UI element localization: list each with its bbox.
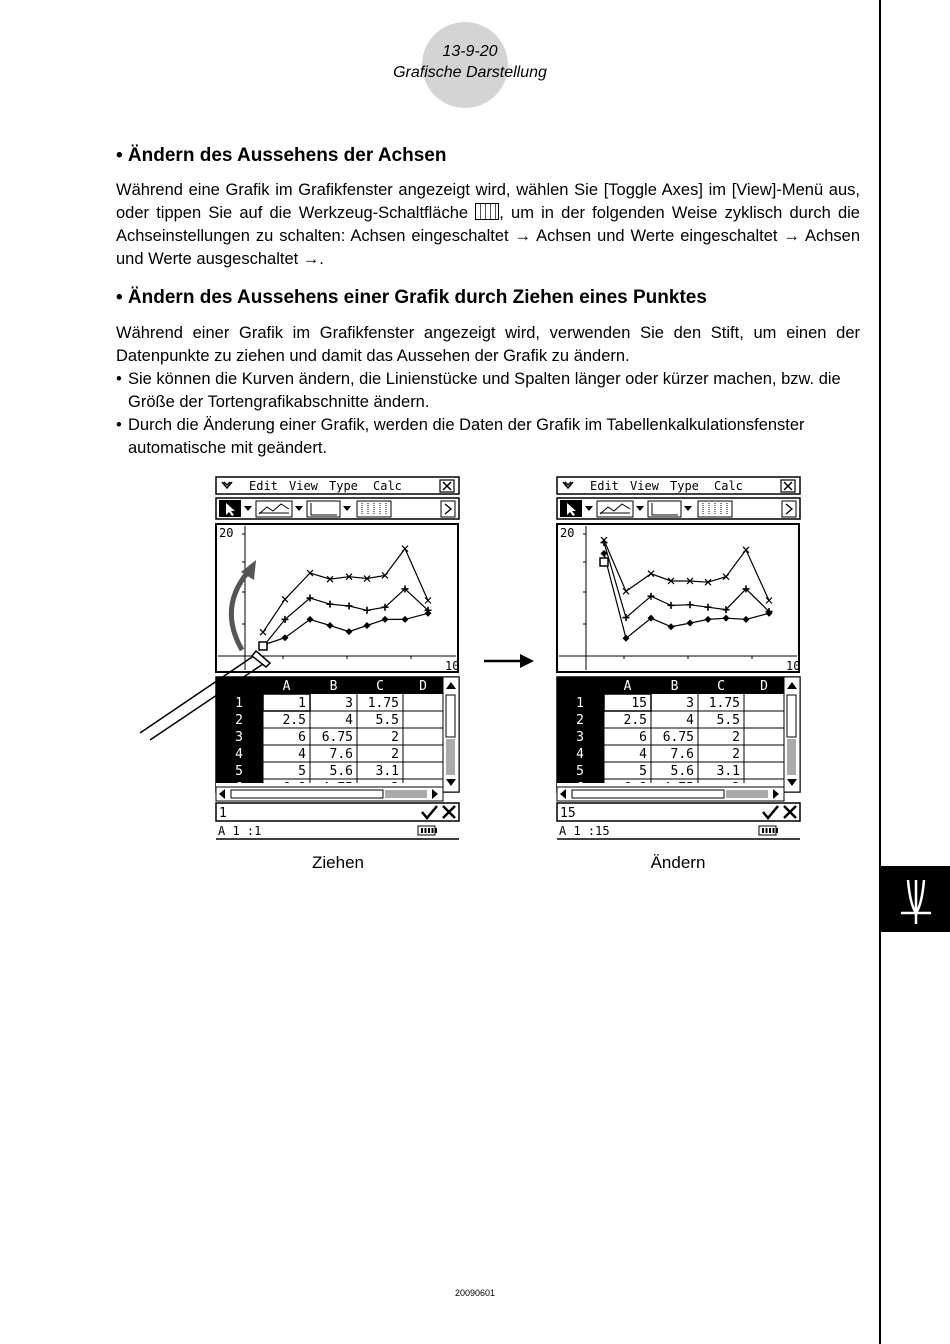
- scroll-track: [446, 739, 455, 775]
- x-tick-label: 10: [786, 659, 801, 673]
- line-graph-button[interactable]: [256, 501, 292, 517]
- menu-item-calc[interactable]: Calc: [714, 479, 743, 493]
- screen-changed: [556, 476, 801, 844]
- table-cell[interactable]: 7.6: [670, 747, 694, 762]
- table-cell[interactable]: 6.75: [321, 730, 353, 745]
- table-cell[interactable]: 2: [732, 730, 740, 745]
- section1-text-a: Während eine Grafik im Grafikfenster angezeigt wird, wählen Sie [Toggle Axes] im [View]-Menü aus, oder tippen Sie auf die Werkzeug-Schaltfläche: [116, 181, 860, 222]
- section1-paragraph: [116, 179, 860, 271]
- row-header[interactable]: 1: [576, 696, 584, 711]
- section2-intro: Während einer Grafik im Grafikfenster angezeigt wird, verwenden Sie den Stift, um einen der Datenpunkte zu ziehen und damit das Aussehen der Grafik zu ändern.: [116, 324, 860, 365]
- column-header-b[interactable]: B: [329, 679, 338, 694]
- table-cell[interactable]: 3.1: [716, 764, 740, 779]
- table-cell[interactable]: 6.75: [662, 730, 694, 745]
- battery-tip: [435, 828, 437, 833]
- table-cell[interactable]: 3: [345, 696, 353, 711]
- graph-window: [557, 524, 799, 672]
- column-header-a[interactable]: A: [623, 679, 632, 694]
- status-text: A 1 :1: [218, 824, 262, 838]
- chapter-tab-icon: [881, 866, 950, 932]
- battery-bar: [428, 828, 430, 833]
- table-cell[interactable]: 2.5: [623, 713, 647, 728]
- toggle-axes-icon: [475, 203, 499, 220]
- section2-body: [116, 322, 860, 460]
- table-cell[interactable]: 4: [639, 747, 647, 762]
- row-header[interactable]: 2: [576, 713, 584, 728]
- battery-bar: [769, 828, 771, 833]
- scroll-track: [787, 739, 796, 775]
- table-cell[interactable]: 1.75: [708, 696, 740, 711]
- scroll-right-button[interactable]: [782, 501, 796, 517]
- stylus-overlay: [130, 550, 280, 750]
- bullet-text: Sie können die Kurven ändern, die Linienstücke und Spalten länger oder kürzer machen, bzw. die Größe der Tortengrafikabschnitte ändern.: [128, 370, 841, 411]
- chapter-tab: [881, 866, 950, 932]
- row-header[interactable]: 3: [235, 730, 243, 745]
- table-cell[interactable]: 6: [298, 730, 306, 745]
- caption-right: Ändern: [650, 853, 706, 872]
- menu-item-edit[interactable]: Edit: [590, 479, 619, 493]
- table-cell[interactable]: 5.6: [329, 764, 353, 779]
- row-header[interactable]: 5: [235, 764, 243, 779]
- bullet-text: Durch die Änderung einer Grafik, werden die Daten der Grafik im Tabellenkalkulationsfenster automatische mit geändert.: [128, 416, 805, 457]
- table-cell[interactable]: 5.6: [670, 764, 694, 779]
- page-number: 13-9-20: [442, 43, 498, 60]
- drag-arrow: [231, 560, 256, 650]
- menu-item-type[interactable]: Type: [670, 479, 699, 493]
- h-scroll-thumb[interactable]: [231, 790, 383, 798]
- table-cell[interactable]: 1.75: [367, 696, 399, 711]
- row-header[interactable]: 1: [235, 696, 243, 711]
- y-tick-label: 20: [560, 526, 575, 540]
- scroll-right-button[interactable]: [441, 501, 455, 517]
- row-header[interactable]: 5: [576, 764, 584, 779]
- table-cell[interactable]: 5: [639, 764, 647, 779]
- menu-item-calc[interactable]: Calc: [373, 479, 402, 493]
- status-text: A 1 :15: [559, 824, 610, 838]
- table-cell[interactable]: 7.6: [329, 747, 353, 762]
- h-scroll-thumb[interactable]: [572, 790, 724, 798]
- h-scroll-track: [726, 790, 768, 798]
- table-cell[interactable]: 3.1: [375, 764, 399, 779]
- table-cell[interactable]: 2.5: [282, 713, 306, 728]
- bullet-item: • Sie können die Kurven ändern, die Linienstücke und Spalten länger oder kürzer machen, bzw. die Größe der Tortengrafikabschnitte ändern.: [116, 370, 841, 411]
- section1-heading: • Ändern des Aussehens der Achsen: [116, 145, 447, 166]
- column-header-b[interactable]: B: [670, 679, 679, 694]
- table-cell[interactable]: 2: [732, 747, 740, 762]
- table-cell[interactable]: 2: [391, 730, 399, 745]
- row-header[interactable]: 2: [235, 713, 243, 728]
- menu-item-view[interactable]: View: [630, 479, 659, 493]
- table-cell[interactable]: 1: [298, 696, 306, 711]
- battery-bar: [432, 828, 434, 833]
- row-header[interactable]: 4: [576, 747, 584, 762]
- menu-item-type[interactable]: Type: [329, 479, 358, 493]
- battery-bar: [421, 828, 423, 833]
- right-margin-rule: [879, 0, 881, 1344]
- y-tick-label: 20: [219, 526, 234, 540]
- table-cell[interactable]: 5.5: [716, 713, 740, 728]
- table-cell[interactable]: 4: [298, 747, 306, 762]
- scroll-thumb[interactable]: [446, 695, 455, 737]
- column-header-c[interactable]: C: [717, 679, 725, 694]
- menu-item-edit[interactable]: Edit: [249, 479, 278, 493]
- table-cell[interactable]: 6: [639, 730, 647, 745]
- transition-arrow: [484, 651, 536, 671]
- line-graph-button[interactable]: [597, 501, 633, 517]
- table-cell[interactable]: 2: [391, 747, 399, 762]
- footer-code: 20090601: [454, 1288, 496, 1298]
- table-cell[interactable]: 4: [686, 713, 694, 728]
- table-cell[interactable]: 5: [298, 764, 306, 779]
- h-scroll-track: [385, 790, 427, 798]
- section1-text-b: , um in der folgenden Weise zyklisch durch die Achseinstellungen zu schalten: Achsen eingeschaltet → Achsen und Werte eingeschaltet → Achsen und Werte ausgeschaltet →.: [116, 204, 860, 268]
- section2-heading: • Ändern des Aussehens einer Grafik durch Ziehen eines Punktes: [116, 287, 707, 308]
- scroll-thumb[interactable]: [787, 695, 796, 737]
- column-header-a[interactable]: A: [282, 679, 291, 694]
- entry-field[interactable]: 1: [219, 806, 227, 821]
- column-header-d[interactable]: D: [419, 679, 427, 694]
- entry-field[interactable]: 15: [560, 806, 576, 821]
- battery-bar: [773, 828, 775, 833]
- row-header[interactable]: 4: [235, 747, 243, 762]
- battery-bar: [766, 828, 768, 833]
- section-title: Grafische Darstellung: [393, 64, 547, 81]
- column-header-c[interactable]: C: [376, 679, 384, 694]
- battery-bar: [762, 828, 764, 833]
- table-cell[interactable]: 15: [631, 696, 647, 711]
- table-cell[interactable]: 4: [345, 713, 353, 728]
- table-cell[interactable]: 3: [686, 696, 694, 711]
- bullet-item: • Durch die Änderung einer Grafik, werden die Daten der Grafik im Tabellenkalkulationsfenster automatische mit geändert.: [116, 416, 805, 457]
- menu-item-view[interactable]: View: [289, 479, 318, 493]
- battery-bar: [425, 828, 427, 833]
- x-tick-label: 10: [445, 659, 460, 673]
- row-header[interactable]: 3: [576, 730, 584, 745]
- caption-left: Ziehen: [312, 853, 364, 872]
- stylus: [140, 651, 270, 740]
- battery-tip: [776, 828, 778, 833]
- selected-point[interactable]: [600, 558, 608, 566]
- column-header-d[interactable]: D: [760, 679, 768, 694]
- table-cell[interactable]: 5.5: [375, 713, 399, 728]
